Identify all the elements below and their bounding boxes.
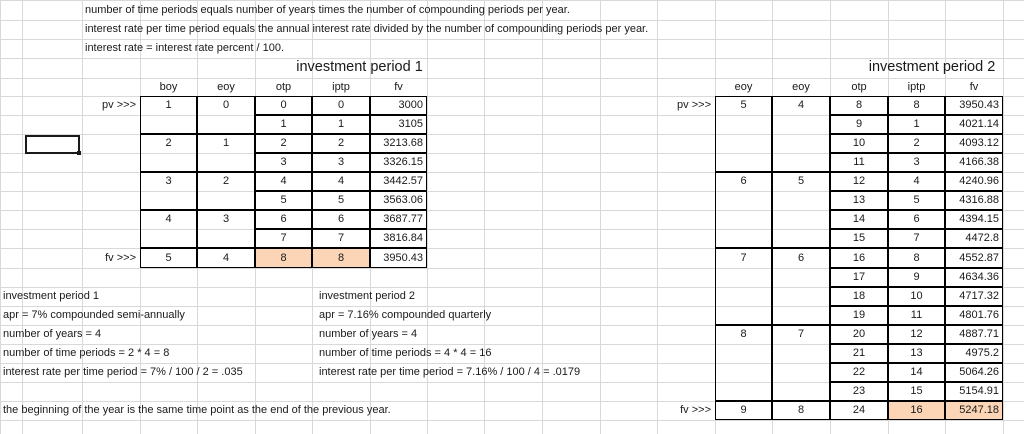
- summary2-apr[interactable]: apr = 7.16% compounded quarterly: [319, 309, 492, 321]
- period2-iptp-cell[interactable]: 5: [913, 194, 920, 206]
- period2-iptp-cell[interactable]: 15: [910, 385, 923, 397]
- period1-otp-cell[interactable]: 4: [280, 175, 287, 187]
- period2-otp-cell[interactable]: 13: [852, 194, 866, 206]
- summary2-title[interactable]: investment period 2: [319, 290, 415, 302]
- header-fv-2[interactable]: fv: [969, 81, 979, 93]
- period1-boy-cell[interactable]: 1: [165, 99, 172, 111]
- period1-otp-cell[interactable]: 1: [280, 118, 287, 130]
- period1-iptp-cell[interactable]: 8: [337, 252, 345, 264]
- period2-iptp-cell[interactable]: 2: [913, 137, 920, 149]
- fv-marker[interactable]: fv >>>: [105, 252, 136, 264]
- period1-boy-cell[interactable]: 2: [165, 137, 172, 149]
- period2-fv-cell[interactable]: 5154.91: [959, 385, 999, 397]
- period2-eoy1-cell[interactable]: 6: [740, 175, 747, 187]
- period2-fv-cell[interactable]: 5247.18: [959, 404, 999, 416]
- summary1-rate[interactable]: interest rate per time period = 7% / 100 / 2 = .035: [3, 366, 243, 378]
- period1-fv-cell[interactable]: 3000: [398, 99, 423, 111]
- header-boy[interactable]: boy: [159, 81, 178, 93]
- period1-eoy-cell[interactable]: 2: [222, 175, 230, 187]
- period2-otp-cell[interactable]: 24: [852, 404, 866, 416]
- period2-iptp-cell[interactable]: 8: [913, 99, 920, 111]
- period2-fv-cell[interactable]: 4552.87: [959, 252, 999, 264]
- period2-otp-cell[interactable]: 15: [852, 232, 866, 244]
- period2-fv-cell[interactable]: 4240.96: [959, 175, 999, 187]
- period2-iptp-cell[interactable]: 16: [910, 404, 923, 416]
- period1-iptp-cell[interactable]: 7: [337, 232, 345, 244]
- header-otp[interactable]: otp: [275, 81, 292, 93]
- period2-fv-cell[interactable]: 4394.15: [959, 213, 999, 225]
- period2-otp-cell[interactable]: 21: [852, 347, 866, 359]
- period2-otp-cell[interactable]: 11: [853, 156, 865, 168]
- period1-iptp-cell[interactable]: 3: [337, 156, 345, 168]
- period1-fv-cell[interactable]: 3105: [398, 118, 423, 130]
- summary2-years[interactable]: number of years = 4: [319, 328, 418, 340]
- period2-iptp-cell[interactable]: 4: [913, 175, 920, 187]
- period1-otp-cell[interactable]: 6: [280, 213, 287, 225]
- period1-fv-cell[interactable]: 3687.77: [383, 213, 423, 225]
- header-otp-2[interactable]: otp: [851, 81, 867, 93]
- period2-iptp-cell[interactable]: 6: [913, 213, 920, 225]
- period2-iptp-cell[interactable]: 1: [913, 118, 920, 130]
- pv-marker-2[interactable]: pv >>>: [677, 99, 711, 111]
- period2-fv-cell[interactable]: 3950.43: [959, 99, 999, 111]
- period1-otp-cell[interactable]: 5: [280, 194, 287, 206]
- fv-marker-2[interactable]: fv >>>: [680, 404, 711, 416]
- period2-fv-cell[interactable]: 4093.12: [959, 137, 999, 149]
- period2-eoy2-cell[interactable]: 7: [797, 328, 805, 340]
- period2-fv-cell[interactable]: 4975.2: [965, 347, 999, 359]
- period1-iptp-cell[interactable]: 5: [337, 194, 345, 206]
- header-fv[interactable]: fv: [394, 81, 403, 93]
- header-iptp[interactable]: iptp: [332, 81, 350, 93]
- period1-fv-cell[interactable]: 3213.68: [383, 137, 423, 149]
- period2-otp-cell[interactable]: 12: [852, 175, 866, 187]
- period1-iptp-cell[interactable]: 4: [337, 175, 345, 187]
- period1-iptp-cell[interactable]: 2: [337, 137, 345, 149]
- period2-eoy2-cell[interactable]: 4: [797, 99, 805, 111]
- period2-eoy2-cell[interactable]: 6: [797, 252, 805, 264]
- header-eoy-2[interactable]: eoy: [792, 81, 810, 93]
- period1-fv-cell[interactable]: 3816.84: [383, 232, 423, 244]
- period2-fv-cell[interactable]: 4634.36: [959, 271, 999, 283]
- period2-otp-cell[interactable]: 18: [852, 290, 866, 302]
- period1-otp-cell[interactable]: 2: [280, 137, 287, 149]
- period2-iptp-cell[interactable]: 12: [910, 328, 923, 340]
- period2-iptp-cell[interactable]: 8: [913, 252, 920, 264]
- period1-iptp-cell[interactable]: 0: [337, 99, 345, 111]
- period2-eoy1-cell[interactable]: 8: [740, 328, 747, 340]
- period2-otp-cell[interactable]: 16: [852, 252, 866, 264]
- period2-iptp-cell[interactable]: 14: [910, 366, 923, 378]
- summary2-rate[interactable]: interest rate per time period = 7.16% / 100 / 4 = .0179: [319, 366, 581, 378]
- period1-fv-cell[interactable]: 3326.15: [383, 156, 423, 168]
- period2-fv-cell[interactable]: 4801.76: [959, 309, 999, 321]
- period2-otp-cell[interactable]: 23: [852, 385, 866, 397]
- period2-otp-cell[interactable]: 17: [852, 271, 866, 283]
- pv-marker[interactable]: pv >>>: [102, 99, 136, 111]
- period2-iptp-cell[interactable]: 13: [910, 347, 923, 359]
- note-line-2[interactable]: interest rate per time period equals the annual interest rate divided by the number of compounding periods per year.: [85, 23, 649, 35]
- period1-eoy-cell[interactable]: 3: [222, 213, 230, 225]
- period1-eoy-cell[interactable]: 1: [222, 137, 230, 149]
- period1-fv-cell[interactable]: 3563.06: [383, 194, 423, 206]
- period2-fv-cell[interactable]: 4717.32: [959, 290, 999, 302]
- summary1-periods[interactable]: number of time periods = 2 * 4 = 8: [3, 347, 170, 359]
- period1-otp-cell[interactable]: 7: [280, 232, 287, 244]
- header-eoy-1[interactable]: eoy: [734, 81, 753, 93]
- summary1-years[interactable]: number of years = 4: [3, 328, 102, 340]
- period2-eoy1-cell[interactable]: 7: [740, 252, 747, 264]
- summary1-apr[interactable]: apr = 7% compounded semi-annually: [3, 309, 185, 321]
- period2-title: investment period 2: [868, 59, 996, 75]
- period2-otp-cell[interactable]: 8: [855, 99, 863, 111]
- note-line-1[interactable]: number of time periods equals number of years times the number of compounding periods per year.: [85, 4, 570, 16]
- period2-fv-cell[interactable]: 4166.38: [959, 156, 999, 168]
- period2-otp-cell[interactable]: 20: [852, 328, 866, 340]
- footnote[interactable]: the beginning of the year is the same time point as the end of the previous year.: [3, 404, 391, 416]
- period1-boy-cell[interactable]: 4: [165, 213, 172, 225]
- period2-otp-cell[interactable]: 19: [852, 309, 866, 321]
- period1-otp-cell[interactable]: 0: [280, 99, 287, 111]
- period2-otp-cell[interactable]: 22: [852, 366, 866, 378]
- period2-iptp-cell[interactable]: 9: [913, 271, 920, 283]
- period1-eoy-cell[interactable]: 4: [222, 252, 230, 264]
- summary1-title[interactable]: investment period 1: [3, 290, 99, 302]
- period1-otp-cell[interactable]: 8: [280, 252, 287, 264]
- period2-eoy2-cell[interactable]: 5: [797, 175, 805, 187]
- period1-fv-cell[interactable]: 3442.57: [383, 175, 423, 187]
- period2-otp-cell[interactable]: 9: [855, 118, 863, 130]
- period2-otp-cell[interactable]: 10: [852, 137, 866, 149]
- header-eoy[interactable]: eoy: [217, 81, 235, 93]
- period1-iptp-cell[interactable]: 1: [337, 118, 345, 130]
- period2-fv-cell[interactable]: 4021.14: [959, 118, 999, 130]
- summary2-periods[interactable]: number of time periods = 4 * 4 = 16: [319, 347, 492, 359]
- period2-iptp-cell[interactable]: 11: [910, 309, 923, 321]
- period2-iptp-cell[interactable]: 3: [913, 156, 920, 168]
- period2-fv-cell[interactable]: 4472.8: [965, 232, 999, 244]
- header-iptp-2[interactable]: iptp: [907, 81, 926, 93]
- period2-iptp-cell[interactable]: 7: [913, 232, 920, 244]
- period1-boy-cell[interactable]: 5: [165, 252, 172, 264]
- period2-iptp-cell[interactable]: 10: [910, 290, 923, 302]
- period2-fv-cell[interactable]: 4887.71: [959, 328, 999, 340]
- period2-fv-cell[interactable]: 4316.88: [959, 194, 999, 206]
- note-line-3[interactable]: interest rate = interest rate percent / 100.: [85, 42, 285, 54]
- period2-eoy2-cell[interactable]: 8: [797, 404, 805, 416]
- period1-eoy-cell[interactable]: 0: [222, 99, 230, 111]
- period1-title: investment period 1: [296, 59, 423, 75]
- period2-eoy1-cell[interactable]: 9: [740, 404, 747, 416]
- period1-iptp-cell[interactable]: 6: [337, 213, 345, 225]
- period1-boy-cell[interactable]: 3: [165, 175, 172, 187]
- period2-fv-cell[interactable]: 5064.26: [959, 366, 999, 378]
- period2-otp-cell[interactable]: 14: [852, 213, 866, 225]
- period1-fv-cell[interactable]: 3950.43: [383, 252, 423, 264]
- active-cell-cursor[interactable]: [25, 135, 80, 154]
- period1-otp-cell[interactable]: 3: [280, 156, 287, 168]
- period2-eoy1-cell[interactable]: 5: [740, 99, 747, 111]
